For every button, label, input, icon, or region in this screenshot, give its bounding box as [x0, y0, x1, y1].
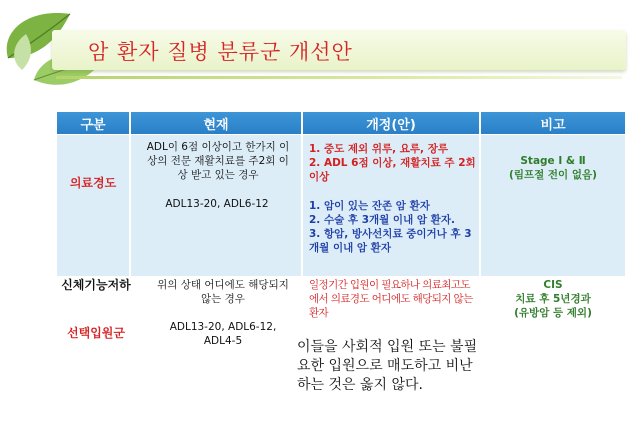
row1-revision-blue-1: 1. 암이 있는 잔존 암 환자	[309, 200, 430, 212]
title-underline	[56, 76, 622, 79]
row2-revision-red: 일정기간 입원이 필요하나 의료최고도에서 의료경도 어디에도 해당되지 않는 환자	[309, 279, 473, 319]
row2-note-title: CIS	[543, 279, 563, 291]
row1-revision-red-1: 1. 중도 제외 위루, 요루, 장루	[309, 143, 448, 155]
row1-revision-blue-2: 2. 수술 후 3개월 이내 암 환자.	[309, 214, 455, 226]
row1-category: 의료경도	[69, 176, 117, 190]
row2-note-line2: 치료 후 5년경과	[515, 293, 591, 305]
row2-current-text: 위의 상태 어디에도 해당되지 않는 경우	[157, 279, 289, 305]
row1-note-sub: (림프절 전이 없음)	[509, 169, 597, 181]
row1-revision-blue-3: 3. 항암, 방사선치료 중이거나 후 3개월 이내 암 환자	[309, 228, 472, 254]
header-category: 구분	[57, 112, 129, 134]
header-current: 현재	[131, 112, 301, 134]
column-divider	[129, 135, 131, 276]
row1-revision-red-2: 2. ADL 6점 이상, 재활치료 주 2회 이상	[309, 157, 476, 183]
comment-text: 이들을 사회적 입원 또는 불필요한 입원으로 매도하고 비난하는 것은 옳지 않다.	[297, 339, 478, 393]
row1-current-code: ADL13-20, ADL6-12	[165, 198, 269, 210]
header-revision: 개정(안)	[303, 112, 479, 134]
row2-category-1: 신체기능저하	[61, 278, 131, 292]
row2-note-line3: (유방암 등 제외)	[514, 307, 592, 319]
row2-category-2: 선택입원군	[67, 326, 125, 340]
row1-note-title: Stage Ⅰ & Ⅱ	[520, 155, 586, 167]
column-divider	[301, 135, 303, 276]
row1-current-text: ADL이 6점 이상이고 한가지 이상의 전문 재활치료를 주2회 이상 받고 있는 경우	[146, 141, 290, 181]
page-title: 암 환자 질병 분류군 개선안	[88, 40, 353, 64]
header-note: 비고	[481, 112, 625, 134]
row2-current-code: ADL13-20, ADL6-12, ADL4-5	[169, 321, 277, 347]
